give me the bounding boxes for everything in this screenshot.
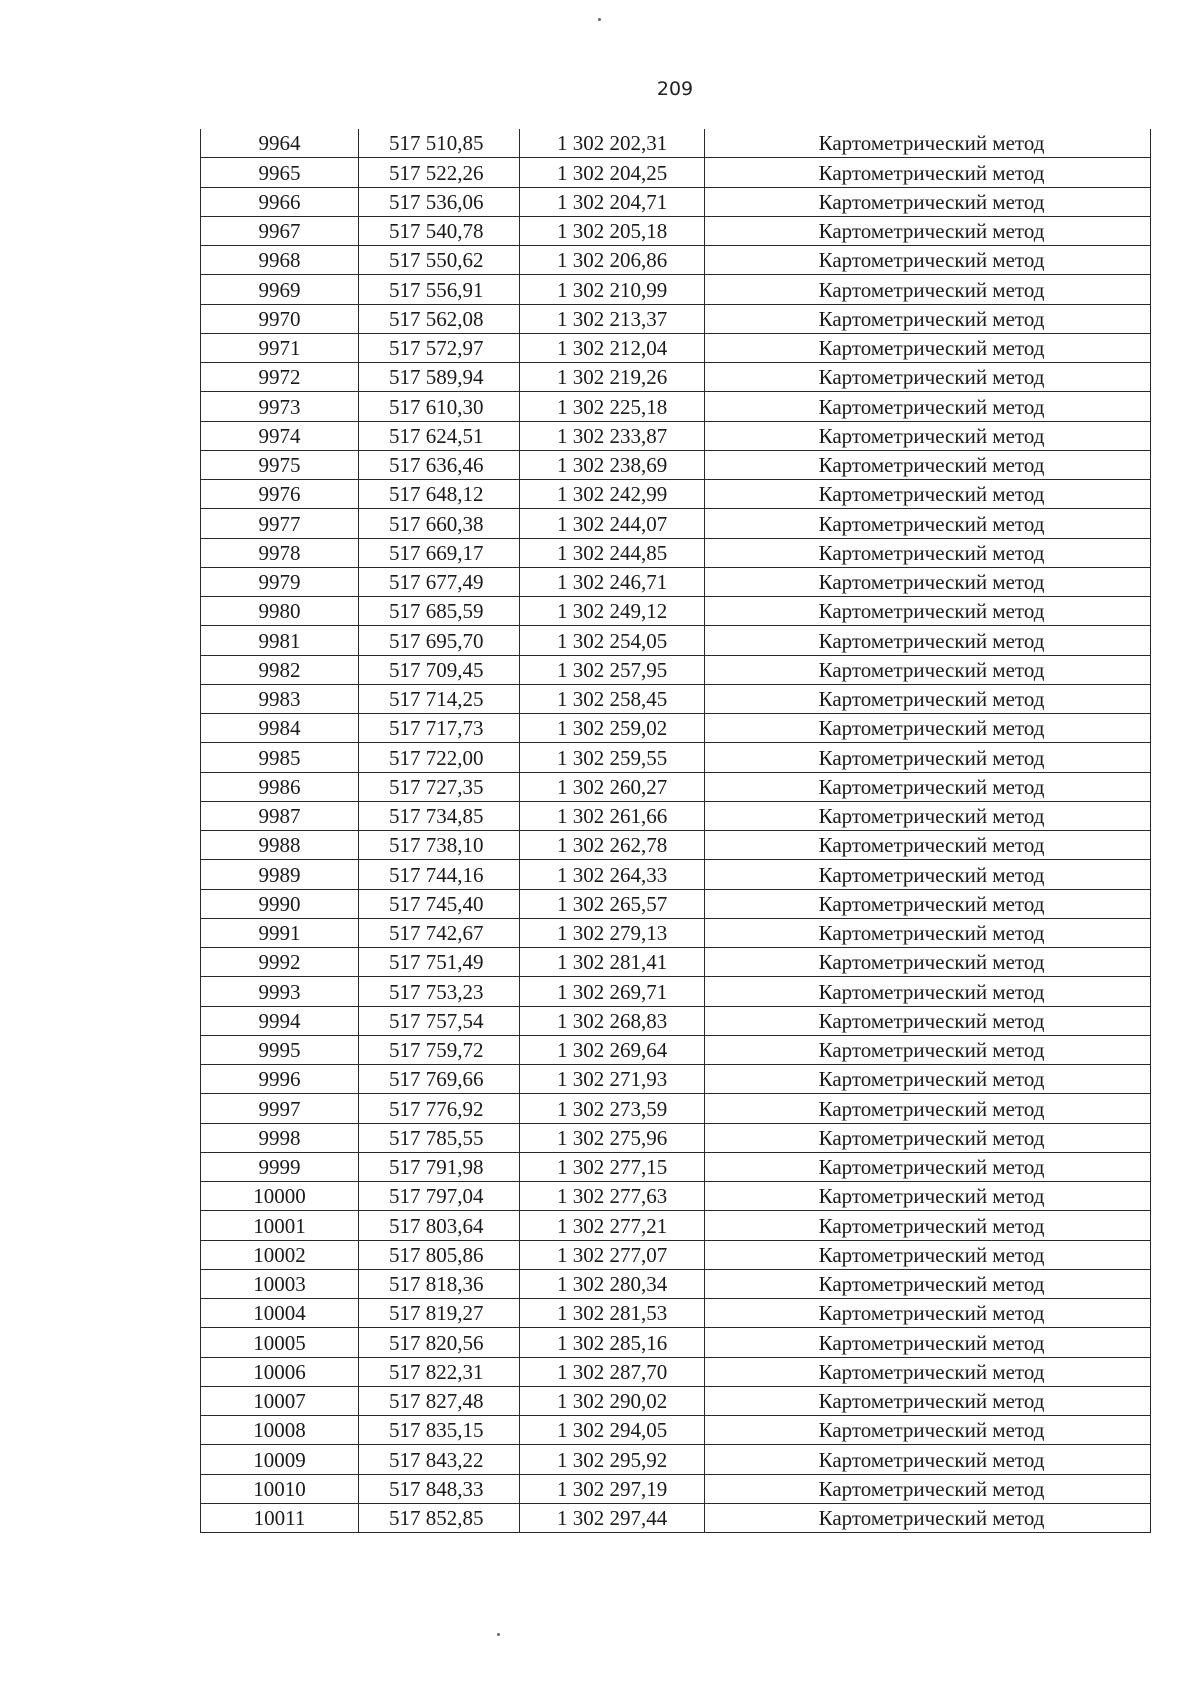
table-row bbox=[201, 509, 1151, 538]
point-number-cell: 9982 bbox=[201, 655, 359, 684]
point-number-cell: 9983 bbox=[201, 684, 359, 713]
point-number-cell: 9973 bbox=[201, 392, 359, 421]
x-coordinate-cell: 517 805,86 bbox=[359, 1240, 520, 1269]
x-coordinate-cell: 517 562,08 bbox=[359, 304, 520, 333]
point-number-cell: 10004 bbox=[201, 1299, 359, 1328]
point-number-cell: 9970 bbox=[201, 304, 359, 333]
point-number-cell: 9985 bbox=[201, 743, 359, 772]
x-coordinate-cell: 517 742,67 bbox=[359, 918, 520, 947]
table-row bbox=[201, 216, 1151, 245]
y-coordinate-cell: 1 302 260,27 bbox=[520, 772, 705, 801]
table-row bbox=[201, 1503, 1151, 1532]
y-coordinate-cell: 1 302 269,71 bbox=[520, 977, 705, 1006]
method-cell: Картометрический метод bbox=[705, 246, 1151, 275]
y-coordinate-cell: 1 302 297,44 bbox=[520, 1503, 705, 1532]
y-coordinate-cell: 1 302 257,95 bbox=[520, 655, 705, 684]
method-cell: Картометрический метод bbox=[705, 275, 1151, 304]
x-coordinate-cell: 517 677,49 bbox=[359, 567, 520, 596]
x-coordinate-cell: 517 695,70 bbox=[359, 626, 520, 655]
table-row bbox=[201, 714, 1151, 743]
y-coordinate-cell: 1 302 268,83 bbox=[520, 1006, 705, 1035]
y-coordinate-cell: 1 302 297,19 bbox=[520, 1474, 705, 1503]
method-cell: Картометрический метод bbox=[705, 714, 1151, 743]
method-cell: Картометрический метод bbox=[705, 1123, 1151, 1152]
point-number-cell: 9998 bbox=[201, 1123, 359, 1152]
point-number-cell: 9971 bbox=[201, 333, 359, 362]
y-coordinate-cell: 1 302 269,64 bbox=[520, 1035, 705, 1064]
method-cell: Картометрический метод bbox=[705, 597, 1151, 626]
method-cell: Картометрический метод bbox=[705, 860, 1151, 889]
method-cell: Картометрический метод bbox=[705, 158, 1151, 187]
method-cell: Картометрический метод bbox=[705, 1386, 1151, 1415]
point-number-cell: 9995 bbox=[201, 1035, 359, 1064]
x-coordinate-cell: 517 572,97 bbox=[359, 333, 520, 362]
y-coordinate-cell: 1 302 225,18 bbox=[520, 392, 705, 421]
point-number-cell: 9967 bbox=[201, 216, 359, 245]
table-row bbox=[201, 948, 1151, 977]
table-row bbox=[201, 1357, 1151, 1386]
point-number-cell: 9989 bbox=[201, 860, 359, 889]
y-coordinate-cell: 1 302 273,59 bbox=[520, 1094, 705, 1123]
method-cell: Картометрический метод bbox=[705, 1299, 1151, 1328]
point-number-cell: 9997 bbox=[201, 1094, 359, 1123]
table-row bbox=[201, 1123, 1151, 1152]
table-row bbox=[201, 597, 1151, 626]
y-coordinate-cell: 1 302 294,05 bbox=[520, 1416, 705, 1445]
y-coordinate-cell: 1 302 277,21 bbox=[520, 1211, 705, 1240]
x-coordinate-cell: 517 550,62 bbox=[359, 246, 520, 275]
table-row bbox=[201, 333, 1151, 362]
y-coordinate-cell: 1 302 264,33 bbox=[520, 860, 705, 889]
table-row bbox=[201, 538, 1151, 567]
point-number-cell: 9981 bbox=[201, 626, 359, 655]
method-cell: Картометрический метод bbox=[705, 480, 1151, 509]
coordinates-table-body bbox=[201, 129, 1151, 1533]
x-coordinate-cell: 517 818,36 bbox=[359, 1269, 520, 1298]
point-number-cell: 9976 bbox=[201, 480, 359, 509]
y-coordinate-cell: 1 302 238,69 bbox=[520, 450, 705, 479]
table-row bbox=[201, 1182, 1151, 1211]
y-coordinate-cell: 1 302 244,07 bbox=[520, 509, 705, 538]
table-row bbox=[201, 392, 1151, 421]
method-cell: Картометрический метод bbox=[705, 304, 1151, 333]
y-coordinate-cell: 1 302 281,53 bbox=[520, 1299, 705, 1328]
x-coordinate-cell: 517 648,12 bbox=[359, 480, 520, 509]
x-coordinate-cell: 517 822,31 bbox=[359, 1357, 520, 1386]
method-cell: Картометрический метод bbox=[705, 1035, 1151, 1064]
method-cell: Картометрический метод bbox=[705, 1269, 1151, 1298]
table-row bbox=[201, 304, 1151, 333]
point-number-cell: 10008 bbox=[201, 1416, 359, 1445]
point-number-cell: 10002 bbox=[201, 1240, 359, 1269]
method-cell: Картометрический метод bbox=[705, 801, 1151, 830]
x-coordinate-cell: 517 522,26 bbox=[359, 158, 520, 187]
method-cell: Картометрический метод bbox=[705, 889, 1151, 918]
table-row bbox=[201, 1474, 1151, 1503]
point-number-cell: 9990 bbox=[201, 889, 359, 918]
x-coordinate-cell: 517 722,00 bbox=[359, 743, 520, 772]
y-coordinate-cell: 1 302 259,02 bbox=[520, 714, 705, 743]
table-row bbox=[201, 1211, 1151, 1240]
table-row bbox=[201, 772, 1151, 801]
y-coordinate-cell: 1 302 262,78 bbox=[520, 831, 705, 860]
table-row bbox=[201, 743, 1151, 772]
x-coordinate-cell: 517 556,91 bbox=[359, 275, 520, 304]
y-coordinate-cell: 1 302 233,87 bbox=[520, 421, 705, 450]
x-coordinate-cell: 517 685,59 bbox=[359, 597, 520, 626]
x-coordinate-cell: 517 610,30 bbox=[359, 392, 520, 421]
y-coordinate-cell: 1 302 290,02 bbox=[520, 1386, 705, 1415]
method-cell: Картометрический метод bbox=[705, 392, 1151, 421]
x-coordinate-cell: 517 738,10 bbox=[359, 831, 520, 860]
table-row bbox=[201, 1094, 1151, 1123]
method-cell: Картометрический метод bbox=[705, 187, 1151, 216]
table-row bbox=[201, 831, 1151, 860]
point-number-cell: 10003 bbox=[201, 1269, 359, 1298]
point-number-cell: 10001 bbox=[201, 1211, 359, 1240]
y-coordinate-cell: 1 302 280,34 bbox=[520, 1269, 705, 1298]
x-coordinate-cell: 517 819,27 bbox=[359, 1299, 520, 1328]
table-row bbox=[201, 860, 1151, 889]
point-number-cell: 9968 bbox=[201, 246, 359, 275]
y-coordinate-cell: 1 302 271,93 bbox=[520, 1065, 705, 1094]
method-cell: Картометрический метод bbox=[705, 1211, 1151, 1240]
x-coordinate-cell: 517 717,73 bbox=[359, 714, 520, 743]
point-number-cell: 9979 bbox=[201, 567, 359, 596]
table-row bbox=[201, 421, 1151, 450]
table-row bbox=[201, 1240, 1151, 1269]
point-number-cell: 10006 bbox=[201, 1357, 359, 1386]
method-cell: Картометрический метод bbox=[705, 509, 1151, 538]
table-row bbox=[201, 1006, 1151, 1035]
x-coordinate-cell: 517 791,98 bbox=[359, 1152, 520, 1181]
x-coordinate-cell: 517 709,45 bbox=[359, 655, 520, 684]
point-number-cell: 9987 bbox=[201, 801, 359, 830]
point-number-cell: 9966 bbox=[201, 187, 359, 216]
table-row bbox=[201, 889, 1151, 918]
table-row bbox=[201, 801, 1151, 830]
y-coordinate-cell: 1 302 258,45 bbox=[520, 684, 705, 713]
y-coordinate-cell: 1 302 259,55 bbox=[520, 743, 705, 772]
page-number: 209 bbox=[656, 78, 694, 100]
point-number-cell: 9994 bbox=[201, 1006, 359, 1035]
table-row bbox=[201, 1445, 1151, 1474]
method-cell: Картометрический метод bbox=[705, 1240, 1151, 1269]
method-cell: Картометрический метод bbox=[705, 772, 1151, 801]
x-coordinate-cell: 517 852,85 bbox=[359, 1503, 520, 1532]
table-row bbox=[201, 363, 1151, 392]
y-coordinate-cell: 1 302 246,71 bbox=[520, 567, 705, 596]
method-cell: Картометрический метод bbox=[705, 743, 1151, 772]
x-coordinate-cell: 517 744,16 bbox=[359, 860, 520, 889]
x-coordinate-cell: 517 540,78 bbox=[359, 216, 520, 245]
y-coordinate-cell: 1 302 210,99 bbox=[520, 275, 705, 304]
method-cell: Картометрический метод bbox=[705, 684, 1151, 713]
y-coordinate-cell: 1 302 265,57 bbox=[520, 889, 705, 918]
x-coordinate-cell: 517 803,64 bbox=[359, 1211, 520, 1240]
scan-speck bbox=[598, 18, 601, 21]
y-coordinate-cell: 1 302 281,41 bbox=[520, 948, 705, 977]
method-cell: Картометрический метод bbox=[705, 626, 1151, 655]
x-coordinate-cell: 517 669,17 bbox=[359, 538, 520, 567]
method-cell: Картометрический метод bbox=[705, 567, 1151, 596]
method-cell: Картометрический метод bbox=[705, 1416, 1151, 1445]
y-coordinate-cell: 1 302 279,13 bbox=[520, 918, 705, 947]
point-number-cell: 9992 bbox=[201, 948, 359, 977]
point-number-cell: 9964 bbox=[201, 129, 359, 158]
x-coordinate-cell: 517 589,94 bbox=[359, 363, 520, 392]
point-number-cell: 9969 bbox=[201, 275, 359, 304]
y-coordinate-cell: 1 302 219,26 bbox=[520, 363, 705, 392]
table-row bbox=[201, 1065, 1151, 1094]
table-row bbox=[201, 567, 1151, 596]
x-coordinate-cell: 517 843,22 bbox=[359, 1445, 520, 1474]
point-number-cell: 9984 bbox=[201, 714, 359, 743]
x-coordinate-cell: 517 751,49 bbox=[359, 948, 520, 977]
method-cell: Картометрический метод bbox=[705, 538, 1151, 567]
y-coordinate-cell: 1 302 295,92 bbox=[520, 1445, 705, 1474]
method-cell: Картометрический метод bbox=[705, 1503, 1151, 1532]
x-coordinate-cell: 517 745,40 bbox=[359, 889, 520, 918]
x-coordinate-cell: 517 797,04 bbox=[359, 1182, 520, 1211]
x-coordinate-cell: 517 759,72 bbox=[359, 1035, 520, 1064]
x-coordinate-cell: 517 734,85 bbox=[359, 801, 520, 830]
y-coordinate-cell: 1 302 285,16 bbox=[520, 1328, 705, 1357]
method-cell: Картометрический метод bbox=[705, 129, 1151, 158]
x-coordinate-cell: 517 757,54 bbox=[359, 1006, 520, 1035]
method-cell: Картометрический метод bbox=[705, 421, 1151, 450]
y-coordinate-cell: 1 302 204,25 bbox=[520, 158, 705, 187]
method-cell: Картометрический метод bbox=[705, 918, 1151, 947]
table-row bbox=[201, 1269, 1151, 1298]
method-cell: Картометрический метод bbox=[705, 1152, 1151, 1181]
y-coordinate-cell: 1 302 206,86 bbox=[520, 246, 705, 275]
method-cell: Картометрический метод bbox=[705, 948, 1151, 977]
x-coordinate-cell: 517 785,55 bbox=[359, 1123, 520, 1152]
method-cell: Картометрический метод bbox=[705, 333, 1151, 362]
x-coordinate-cell: 517 848,33 bbox=[359, 1474, 520, 1503]
scan-speck bbox=[497, 1633, 500, 1636]
y-coordinate-cell: 1 302 277,07 bbox=[520, 1240, 705, 1269]
point-number-cell: 9978 bbox=[201, 538, 359, 567]
table-row bbox=[201, 684, 1151, 713]
point-number-cell: 10005 bbox=[201, 1328, 359, 1357]
method-cell: Картометрический метод bbox=[705, 831, 1151, 860]
y-coordinate-cell: 1 302 205,18 bbox=[520, 216, 705, 245]
method-cell: Картометрический метод bbox=[705, 1094, 1151, 1123]
table-row bbox=[201, 977, 1151, 1006]
x-coordinate-cell: 517 753,23 bbox=[359, 977, 520, 1006]
table-row bbox=[201, 480, 1151, 509]
point-number-cell: 9991 bbox=[201, 918, 359, 947]
x-coordinate-cell: 517 776,92 bbox=[359, 1094, 520, 1123]
x-coordinate-cell: 517 827,48 bbox=[359, 1386, 520, 1415]
table-row bbox=[201, 1416, 1151, 1445]
x-coordinate-cell: 517 835,15 bbox=[359, 1416, 520, 1445]
table-row bbox=[201, 655, 1151, 684]
point-number-cell: 9977 bbox=[201, 509, 359, 538]
y-coordinate-cell: 1 302 254,05 bbox=[520, 626, 705, 655]
method-cell: Картометрический метод bbox=[705, 1357, 1151, 1386]
table-row bbox=[201, 1299, 1151, 1328]
table-row bbox=[201, 918, 1151, 947]
table-row bbox=[201, 450, 1151, 479]
method-cell: Картометрический метод bbox=[705, 1065, 1151, 1094]
point-number-cell: 10000 bbox=[201, 1182, 359, 1211]
method-cell: Картометрический метод bbox=[705, 450, 1151, 479]
table-row bbox=[201, 246, 1151, 275]
x-coordinate-cell: 517 714,25 bbox=[359, 684, 520, 713]
x-coordinate-cell: 517 660,38 bbox=[359, 509, 520, 538]
y-coordinate-cell: 1 302 204,71 bbox=[520, 187, 705, 216]
method-cell: Картометрический метод bbox=[705, 1445, 1151, 1474]
point-number-cell: 9988 bbox=[201, 831, 359, 860]
method-cell: Картометрический метод bbox=[705, 1328, 1151, 1357]
x-coordinate-cell: 517 624,51 bbox=[359, 421, 520, 450]
y-coordinate-cell: 1 302 275,96 bbox=[520, 1123, 705, 1152]
table-row bbox=[201, 626, 1151, 655]
point-number-cell: 9993 bbox=[201, 977, 359, 1006]
y-coordinate-cell: 1 302 287,70 bbox=[520, 1357, 705, 1386]
method-cell: Картометрический метод bbox=[705, 977, 1151, 1006]
x-coordinate-cell: 517 536,06 bbox=[359, 187, 520, 216]
table-row bbox=[201, 275, 1151, 304]
point-number-cell: 9996 bbox=[201, 1065, 359, 1094]
table-row bbox=[201, 1386, 1151, 1415]
y-coordinate-cell: 1 302 242,99 bbox=[520, 480, 705, 509]
method-cell: Картометрический метод bbox=[705, 655, 1151, 684]
x-coordinate-cell: 517 820,56 bbox=[359, 1328, 520, 1357]
x-coordinate-cell: 517 636,46 bbox=[359, 450, 520, 479]
method-cell: Картометрический метод bbox=[705, 216, 1151, 245]
table-row bbox=[201, 1152, 1151, 1181]
point-number-cell: 9974 bbox=[201, 421, 359, 450]
method-cell: Картометрический метод bbox=[705, 1006, 1151, 1035]
point-number-cell: 9965 bbox=[201, 158, 359, 187]
point-number-cell: 10007 bbox=[201, 1386, 359, 1415]
point-number-cell: 10009 bbox=[201, 1445, 359, 1474]
point-number-cell: 10010 bbox=[201, 1474, 359, 1503]
y-coordinate-cell: 1 302 213,37 bbox=[520, 304, 705, 333]
y-coordinate-cell: 1 302 244,85 bbox=[520, 538, 705, 567]
table-row bbox=[201, 1035, 1151, 1064]
method-cell: Картометрический метод bbox=[705, 1182, 1151, 1211]
y-coordinate-cell: 1 302 277,15 bbox=[520, 1152, 705, 1181]
x-coordinate-cell: 517 510,85 bbox=[359, 129, 520, 158]
point-number-cell: 9986 bbox=[201, 772, 359, 801]
table-row bbox=[201, 187, 1151, 216]
method-cell: Картометрический метод bbox=[705, 363, 1151, 392]
x-coordinate-cell: 517 769,66 bbox=[359, 1065, 520, 1094]
table-row bbox=[201, 129, 1151, 158]
table-row bbox=[201, 158, 1151, 187]
point-number-cell: 10011 bbox=[201, 1503, 359, 1532]
point-number-cell: 9999 bbox=[201, 1152, 359, 1181]
point-number-cell: 9975 bbox=[201, 450, 359, 479]
y-coordinate-cell: 1 302 249,12 bbox=[520, 597, 705, 626]
x-coordinate-cell: 517 727,35 bbox=[359, 772, 520, 801]
method-cell: Картометрический метод bbox=[705, 1474, 1151, 1503]
y-coordinate-cell: 1 302 277,63 bbox=[520, 1182, 705, 1211]
y-coordinate-cell: 1 302 212,04 bbox=[520, 333, 705, 362]
y-coordinate-cell: 1 302 202,31 bbox=[520, 129, 705, 158]
coordinates-table bbox=[200, 129, 1151, 1533]
table-row bbox=[201, 1328, 1151, 1357]
y-coordinate-cell: 1 302 261,66 bbox=[520, 801, 705, 830]
point-number-cell: 9972 bbox=[201, 363, 359, 392]
point-number-cell: 9980 bbox=[201, 597, 359, 626]
